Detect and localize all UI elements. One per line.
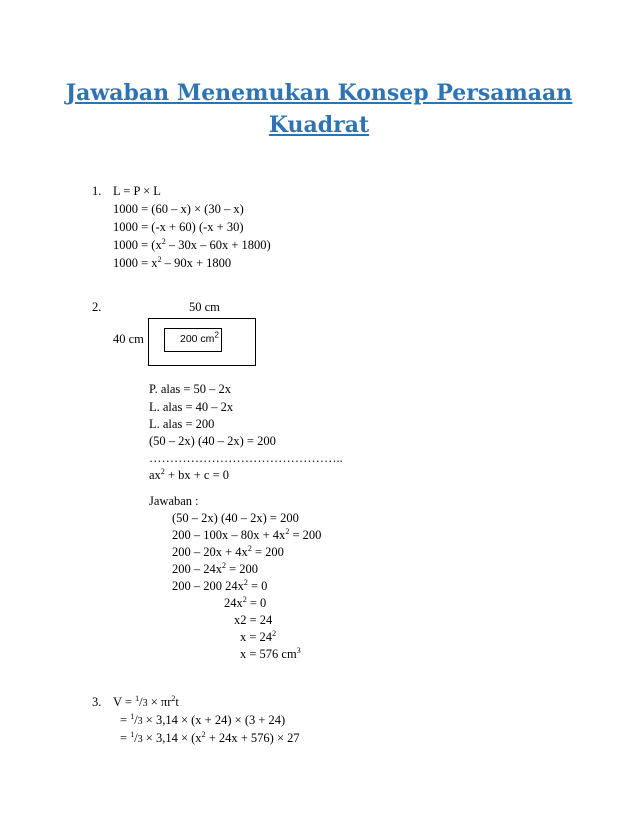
q3-line3: = $^1/3 \times 3,14 \times (x^2 + 24x + 576) \times 27$ xyxy=(120,729,300,745)
q1-line1: L = P × L xyxy=(113,184,161,198)
q2-step6: $24x^2 = 0$ xyxy=(224,594,267,610)
q2-jawaban-label: Jawaban : xyxy=(149,494,199,508)
q2-step9: x = 576 $cm^3$ xyxy=(240,645,301,661)
q2-general-form: $ax^2$ + bx + c = 0 xyxy=(149,466,230,482)
q2-p-alas: P. alas = 50 – 2x xyxy=(149,382,232,396)
q1-number: 1. xyxy=(92,184,102,198)
q2-step4: $200 - 24x^2 = 200$ xyxy=(172,560,259,576)
page-title-line1: Jawaban Menemukan Konsep Persamaan xyxy=(65,80,573,106)
q2-step1: (50 – 2x) (40 – 2x) = 200 xyxy=(172,511,299,525)
q3-number: 3. xyxy=(92,695,102,709)
q1-line3: 1000 = (-x + 60) (-x + 30) xyxy=(113,220,244,234)
inner-area-label: 200 $cm^2$ xyxy=(180,330,219,345)
q2-equation: (50 – 2x) (40 – 2x) = 200 xyxy=(149,434,276,448)
q2-height-label: 40 cm xyxy=(113,332,144,346)
q2-l-alas: L. alas = 40 – 2x xyxy=(149,400,234,414)
q2-dots: ……………………………………….. xyxy=(149,451,343,465)
q2-step3: $200 - 20x + 4x^2 = 200$ xyxy=(172,543,284,559)
q2-step7: x2 = 24 xyxy=(234,613,273,627)
page-title-line2: Kuadrat xyxy=(268,112,370,138)
q3-line1: $V = ^1/3 \times \pi r^2t$ xyxy=(113,693,179,709)
q2-step2: $200 - 100x - 80x + 4x^2 = 200$ xyxy=(172,526,322,542)
q2-l-alas-value: L. alas = 200 xyxy=(149,417,215,431)
q2-width-label: 50 cm xyxy=(189,300,220,314)
q3-line2: = $^1$/3 × 3,14 × (x + 24) × (3 + 24) xyxy=(120,711,286,727)
q1-line2: 1000 = (60 – x) × (30 – x) xyxy=(113,202,244,216)
q1-line4: $1000 = (x^2 - 30x - 60x + 1800)$ xyxy=(113,236,271,252)
q2-step8: $x = 24^2$ xyxy=(240,628,277,644)
q2-step5: 200 – 200 $24x^2 = 0$ xyxy=(172,577,268,593)
q1-line5: $1000 = x^2 - 90x + 1800$ xyxy=(113,254,232,270)
q2-number: 2. xyxy=(92,300,102,314)
